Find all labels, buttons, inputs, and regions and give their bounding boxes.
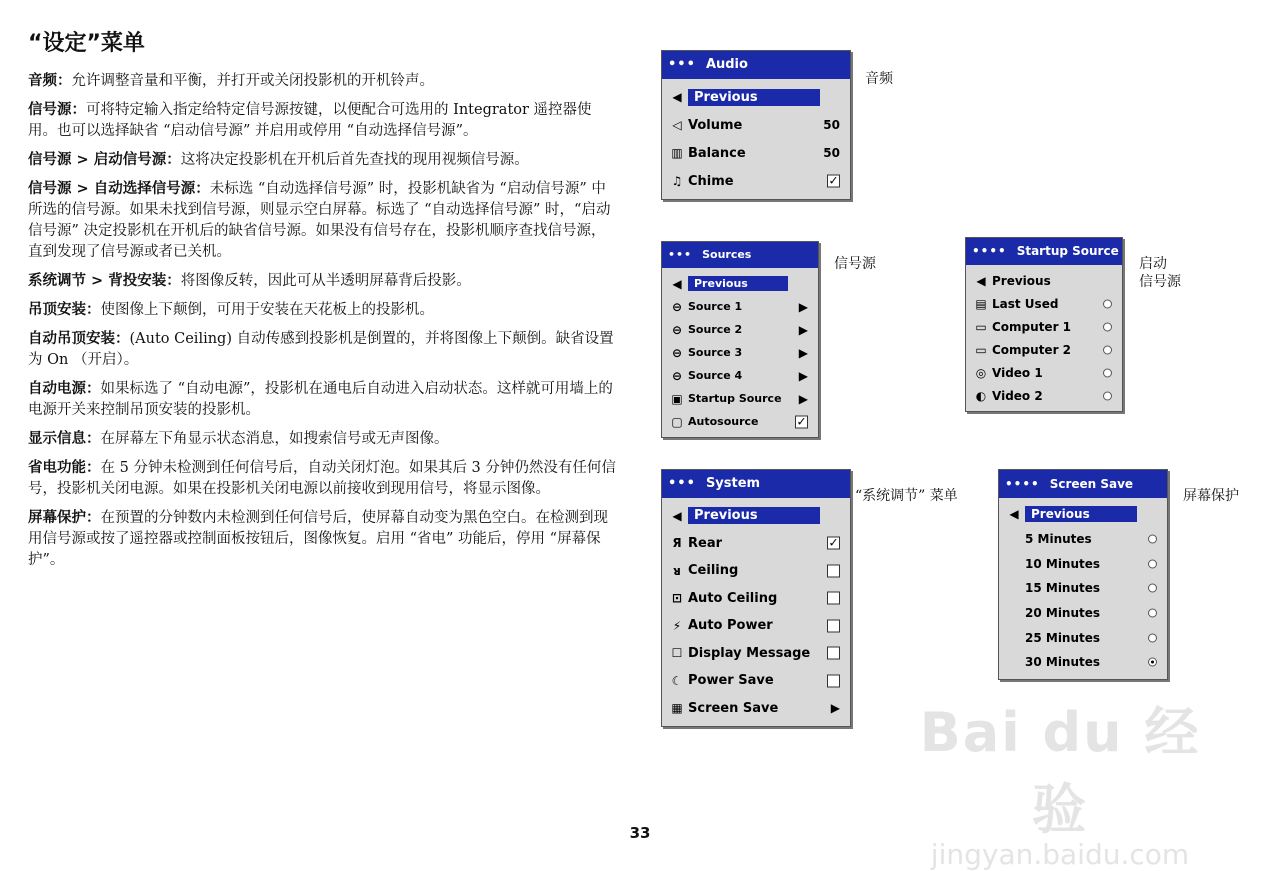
power-save-icon: ☾ (671, 673, 683, 688)
checkbox-unchecked[interactable] (827, 592, 840, 605)
menu-item-5-minutes[interactable] (999, 527, 1167, 552)
submenu-arrow-icon: ▶ (830, 701, 840, 716)
menu-item-previous[interactable] (966, 269, 1122, 292)
menu-item-value: 50 (823, 118, 840, 132)
menu-item-video-2[interactable] (966, 384, 1122, 407)
menu-item-30-minutes[interactable] (999, 650, 1167, 675)
menu-dots-icon: ••• (668, 248, 693, 261)
menu-item-label: Source 3 (688, 346, 743, 359)
video-icon: ◐ (975, 388, 987, 403)
menu-item-volume[interactable] (662, 111, 850, 139)
system-caption: “系统调节” 菜单 (855, 488, 958, 504)
paragraph (28, 271, 620, 292)
menu-item-label: Computer 2 (992, 342, 1072, 357)
menu-item-source-1[interactable] (662, 295, 818, 318)
ceiling-icon: ᴚ (673, 563, 681, 578)
menu-item-label: Volume (688, 117, 743, 133)
menu-item-label: Previous (688, 89, 820, 106)
paragraph (28, 150, 620, 171)
menu-item-label: Last Used (992, 296, 1059, 311)
sources-caption: 信号源 (834, 256, 876, 272)
menu-item-label: 15 Minutes (1025, 581, 1101, 596)
menu-item-label: Ceiling (688, 563, 739, 579)
radio-unselected[interactable] (1103, 368, 1112, 377)
menu-item-label: Display Message (688, 645, 811, 661)
paragraph-text: 允许调整音量和平衡，并打开或关闭投影机的开机铃声。 (71, 73, 434, 89)
paragraph-text: 如果标选了 “自动电源”，投影机在通电后自动进入启动状态。这样就可用墙上的电源开关来控制吊顶安装的投影机。 (28, 381, 613, 418)
menu-item-label: 10 Minutes (1025, 556, 1101, 571)
menu-item-15-minutes[interactable] (999, 576, 1167, 601)
menu-item-previous[interactable] (662, 272, 818, 295)
menu-item-label: 30 Minutes (1025, 655, 1101, 670)
menu-item-label: 20 Minutes (1025, 606, 1101, 621)
startup-source-menu (965, 237, 1123, 412)
menu-item-label: Chime (688, 173, 734, 189)
menu-item-label: Auto Power (688, 618, 773, 634)
menu-item-label: Previous (688, 507, 820, 524)
paragraph-term: 省电功能： (28, 460, 101, 476)
system-menu (661, 469, 851, 727)
paragraph-term: 自动吊顶安装： (28, 331, 130, 347)
startup-source-menu-title: Startup Source (1016, 244, 1119, 258)
screen-save-caption: 屏幕保护 (1183, 488, 1239, 504)
paragraph (28, 71, 620, 92)
paragraph-text: 使图像上下颠倒，可用于安装在天花板上的投影机。 (100, 302, 434, 318)
auto-ceiling-icon: ⊡ (671, 591, 683, 606)
rear-icon: Я (672, 536, 682, 551)
submenu-arrow-icon: ▶ (798, 368, 808, 383)
page-title: “设定”菜单 (28, 31, 145, 56)
source-icon: ⊖ (671, 322, 683, 337)
menu-item-label: Power Save (688, 673, 774, 689)
audio-menu-title: Audio (705, 57, 748, 72)
menu-item-video-1[interactable] (966, 361, 1122, 384)
radio-selected[interactable] (1148, 658, 1157, 667)
menu-item-label: Computer 1 (992, 319, 1072, 334)
watermark-url: jingyan.baidu.com (930, 838, 1190, 871)
menu-item-label: Source 1 (688, 300, 743, 313)
paragraph-term: 信号源 > 启动信号源： (28, 152, 181, 168)
sources-menu (661, 241, 819, 438)
audio-menu-header (662, 51, 850, 79)
menu-item-source-2[interactable] (662, 318, 818, 341)
menu-item-label: Previous (992, 273, 1051, 288)
menu-item-source-4[interactable] (662, 364, 818, 387)
menu-item-value: 50 (823, 146, 840, 160)
source-icon: ⊖ (671, 345, 683, 360)
paragraph (28, 458, 620, 500)
computer-icon: ▭ (975, 342, 987, 357)
screen-save-menu (998, 469, 1168, 680)
radio-unselected[interactable] (1103, 322, 1112, 331)
checkbox-checked[interactable]: ✓ (796, 414, 807, 428)
startup-source-caption: 启动 信号源 (1139, 256, 1181, 290)
volume-icon: ◁ (672, 118, 682, 132)
checkbox-checked[interactable]: ✓ (828, 173, 839, 188)
menu-item-label: Auto Ceiling (688, 590, 778, 606)
menu-item-rear[interactable] (662, 530, 850, 558)
menu-item-label: 5 Minutes (1025, 532, 1092, 547)
paragraph (28, 329, 620, 371)
radio-unselected[interactable] (1148, 559, 1157, 568)
paragraph-term: 显示信息： (28, 431, 101, 447)
menu-item-power-save[interactable] (662, 667, 850, 695)
paragraph-text: 在 5 分钟未检测到任何信号后，自动关闭灯泡。如果其后 3 分钟仍然没有任何信号，投影机关闭电源。如果在投影机关闭电源以前接收到现用信号，将显示图像。 (28, 460, 616, 497)
menu-item-label: Autosource (688, 415, 759, 428)
paragraph-term: 信号源 > 自动选择信号源： (28, 181, 210, 197)
menu-item-label: Previous (688, 276, 788, 291)
last-used-icon: ▤ (975, 296, 987, 311)
auto-power-icon: ⚡ (672, 618, 682, 633)
sources-menu-title: Sources (702, 248, 752, 261)
left-arrow-icon: ◀ (672, 90, 682, 104)
menu-dots-icon: ••• (668, 57, 696, 72)
menu-item-computer-1[interactable] (966, 315, 1122, 338)
menu-item-startup-source[interactable] (662, 387, 818, 410)
baidu-watermark (910, 690, 1210, 871)
system-menu-header (662, 470, 850, 498)
sources-menu-header (662, 242, 818, 268)
startup-source-icon: ▣ (671, 391, 683, 406)
paragraph-term: 音频： (28, 73, 72, 89)
paragraph-term: 自动电源： (28, 381, 101, 397)
screen-save-menu-header (999, 470, 1167, 498)
display-message-icon: ☐ (671, 646, 683, 661)
screen-save-icon: ▦ (671, 701, 683, 716)
source-icon: ⊖ (671, 299, 683, 314)
submenu-arrow-icon: ▶ (798, 299, 808, 314)
paragraph-text: 可将特定输入指定给特定信号源按键，以便配合可选用的 Integrator 遥控器使用。也可以选择缺省 “启动信号源” 并启用或停用 “自动选择信号源”。 (28, 102, 592, 139)
left-arrow-icon: ◀ (672, 276, 682, 291)
paragraph-text: 在屏幕左下角显示状态消息，如搜索信号或无声图像。 (100, 431, 449, 447)
checkbox-checked[interactable]: ✓ (828, 535, 839, 550)
menu-item-screen-save[interactable] (662, 695, 850, 723)
radio-unselected[interactable] (1148, 609, 1157, 618)
checkbox-unchecked[interactable] (827, 647, 840, 660)
radio-unselected[interactable] (1103, 345, 1112, 354)
radio-unselected[interactable] (1148, 584, 1157, 593)
video-icon: ◎ (975, 365, 987, 380)
left-arrow-icon: ◀ (1009, 507, 1019, 522)
paragraph (28, 300, 620, 321)
left-arrow-icon: ◀ (672, 508, 682, 523)
paragraph-list (28, 71, 620, 571)
paragraph-text: 将图像反转，因此可从半透明屏幕背后投影。 (180, 273, 471, 289)
menu-item-auto-power[interactable] (662, 612, 850, 640)
balance-icon: ▥ (671, 146, 683, 160)
paragraph (28, 379, 620, 421)
menu-item-computer-2[interactable] (966, 338, 1122, 361)
checkbox-unchecked[interactable] (827, 674, 840, 687)
startup-source-menu-header (966, 238, 1122, 265)
menu-item-balance[interactable] (662, 139, 850, 167)
menu-item-label: Video 1 (992, 365, 1043, 380)
menu-item-label: Source 4 (688, 369, 743, 382)
audio-menu (661, 50, 851, 200)
paragraph (28, 179, 620, 263)
menu-item-previous[interactable] (662, 83, 850, 111)
paragraph (28, 100, 620, 142)
paragraph-term: 吊顶安装： (28, 302, 101, 318)
menu-item-auto-ceiling[interactable] (662, 585, 850, 613)
menu-item-label: Video 2 (992, 388, 1043, 403)
paragraph-text: (Auto Ceiling) 自动传感到投影机是倒置的，并将图像上下颠倒。缺省设置为 On （开启）。 (28, 331, 614, 368)
menu-item-last-used[interactable] (966, 292, 1122, 315)
menu-item-label: Screen Save (688, 700, 779, 716)
menu-item-25-minutes[interactable] (999, 625, 1167, 650)
menu-item-label: 25 Minutes (1025, 630, 1101, 645)
menu-item-label: Balance (688, 145, 746, 161)
paragraph-term: 系统调节 > 背投安装： (28, 273, 181, 289)
paragraph (28, 508, 620, 571)
audio-caption: 音频 (865, 71, 893, 87)
paragraph-text: 未标选 “自动选择信号源” 时，投影机缺省为 “启动信号源” 中所选的信号源。如果未找到信号源，则显示空白屏幕。标选了 “自动选择信号源” 时，“启动信号源” 决定投影机在开机后的缺省信号源。如果没有信号存在，投影机顺序查找信号源，直到发现了信号源或者已关机。 (28, 181, 611, 260)
menu-item-previous[interactable] (662, 502, 850, 530)
paragraph (28, 429, 620, 450)
menu-item-label: Previous (1025, 506, 1137, 522)
menu-item-label: Rear (688, 535, 723, 551)
radio-unselected[interactable] (1148, 633, 1157, 642)
checkbox-unchecked[interactable] (827, 564, 840, 577)
chime-icon: ♫ (671, 174, 683, 188)
menu-item-chime[interactable] (662, 167, 850, 195)
menu-item-20-minutes[interactable] (999, 601, 1167, 626)
menu-item-label: Source 2 (688, 323, 743, 336)
menu-dots-icon: ••• (668, 476, 696, 491)
text-column (28, 26, 620, 579)
paragraph-text: 这将决定投影机在开机后首先查找的现用视频信号源。 (180, 152, 529, 168)
paragraph-term: 信号源： (28, 102, 86, 118)
menu-item-autosource[interactable] (662, 410, 818, 433)
submenu-arrow-icon: ▶ (798, 391, 808, 406)
checkbox-unchecked[interactable] (827, 619, 840, 632)
menu-item-label: Startup Source (688, 392, 782, 405)
radio-unselected[interactable] (1103, 299, 1112, 308)
screen-save-menu-title: Screen Save (1049, 477, 1134, 491)
system-menu-title: System (705, 476, 761, 491)
radio-unselected[interactable] (1148, 535, 1157, 544)
menu-item-display-message[interactable] (662, 640, 850, 668)
paragraph-term: 屏幕保护： (28, 510, 101, 526)
autosource-icon: ▢ (671, 414, 683, 429)
menu-dots-icon: •••• (972, 244, 1007, 258)
submenu-arrow-icon: ▶ (798, 322, 808, 337)
menu-item-previous[interactable] (999, 502, 1167, 527)
radio-unselected[interactable] (1103, 391, 1112, 400)
source-icon: ⊖ (671, 368, 683, 383)
menu-item-source-3[interactable] (662, 341, 818, 364)
menu-item-ceiling[interactable] (662, 557, 850, 585)
computer-icon: ▭ (975, 319, 987, 334)
paragraph-text: 在预置的分钟数内未检测到任何信号后，使屏幕自动变为黑色空白。在检测到现用信号源或按了遥控器或控制面板按钮后，图像恢复。启用 “省电” 功能后，停用 “屏幕保护”。 (28, 510, 608, 568)
watermark-logo: Bai du 经验 (919, 701, 1201, 841)
menu-item-10-minutes[interactable] (999, 551, 1167, 576)
menu-dots-icon: •••• (1005, 477, 1040, 491)
left-arrow-icon: ◀ (976, 273, 986, 288)
submenu-arrow-icon: ▶ (798, 345, 808, 360)
page-number: 33 (629, 824, 651, 842)
